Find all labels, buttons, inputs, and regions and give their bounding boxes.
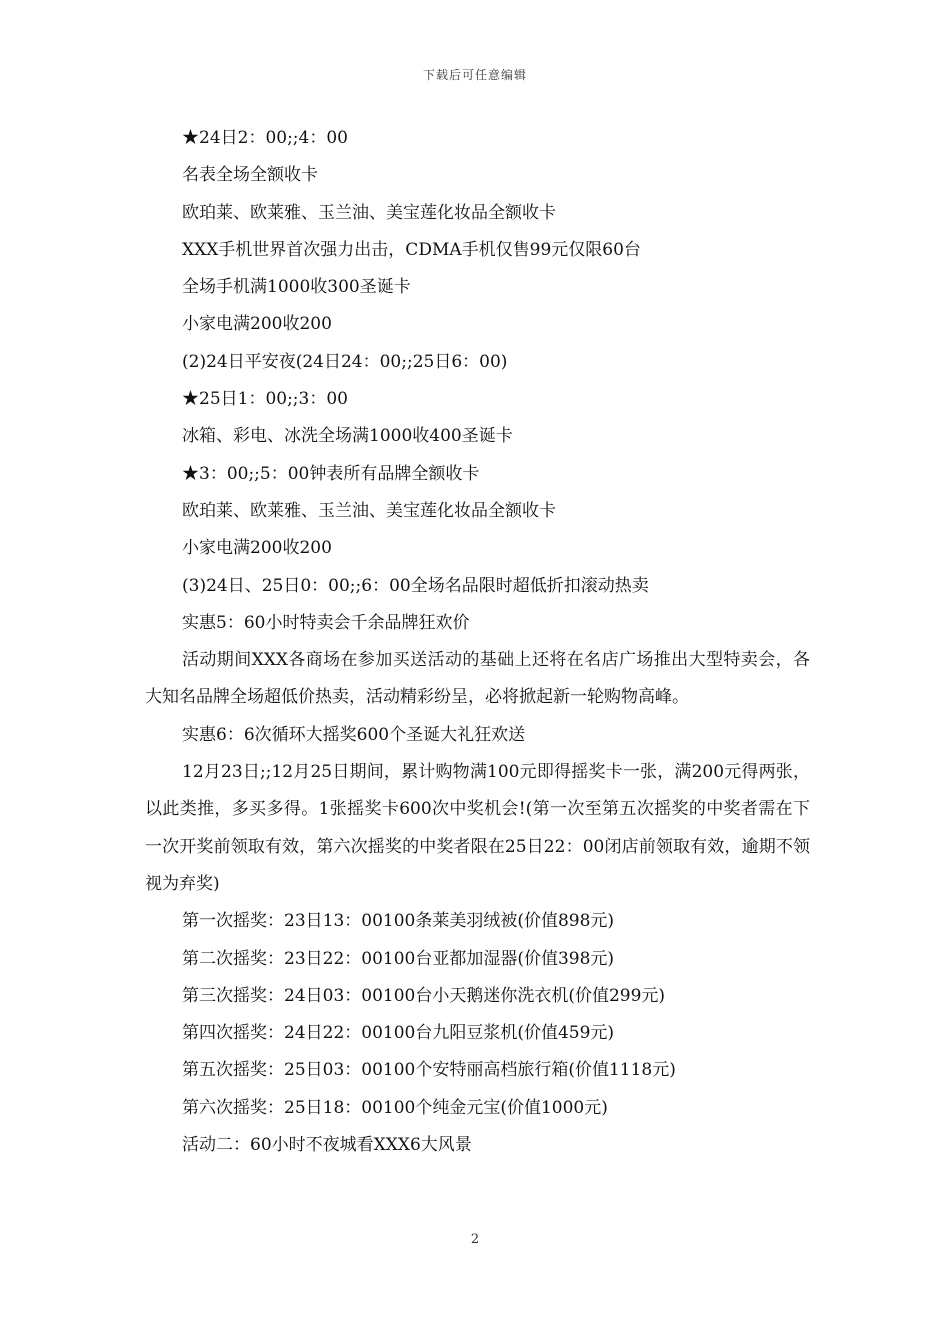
section-heading: 活动二：60小时不夜城看XXX6大风景 [182,1135,472,1156]
text-line: ★24日2：00;;4：00 [182,128,348,148]
draw-item: 第一次摇奖：23日13：00100条莱美羽绒被(价值898元) [182,911,615,932]
text-line: 冰箱、彩电、冰洗全场满1000收400圣诞卡 [182,426,513,447]
text-line: (3)24日、25日0：00;;6：00全场名品限时超低折扣滚动热卖 [182,575,649,596]
text-line: 欧珀莱、欧莱雅、玉兰油、美宝莲化妆品全额收卡 [182,500,556,521]
page-header: 下载后可任意编辑 [422,68,527,82]
text-line: 小家电满200收200 [182,538,332,559]
text-line: 小家电满200收200 [182,314,332,335]
text-line: (2)24日平安夜(24日24：00;;25日6：00) [182,351,508,372]
draw-item: 第四次摇奖：24日22：00100台九阳豆浆机(价值459元) [182,1023,615,1044]
text-line: ★3：00;;5：00钟表所有品牌全额收卡 [182,463,480,484]
draw-item: 第三次摇奖：24日03：00100台小天鹅迷你洗衣机(价值299元) [182,985,666,1006]
paragraph: 12月23日;;12月25日期间，累计购物满100元即得摇奖卡一张，满200元得两张，以此类推，多买多得。1张摇奖卡600次中奖机会!(第一次至第五次摇奖的中奖者需在下一次开奖前领取有效，第六次摇奖的中奖者限在25日22：00闭店前领取有效，逾期不领视为弃奖) [145,762,810,894]
draw-item: 第二次摇奖：23日22：00100台亚都加湿器(价值398元) [182,948,615,969]
text-line: ★25日1：00;;3：00 [182,389,348,410]
text-line: 欧珀莱、欧莱雅、玉兰油、美宝莲化妆品全额收卡 [182,202,556,223]
text-line: XXX手机世界首次强力出击，CDMA手机仅售99元仅限60台 [182,239,641,260]
section-heading: 实惠5：60小时特卖会千余品牌狂欢价 [182,612,470,633]
section-heading: 实惠6：6次循环大摇奖600个圣诞大礼狂欢送 [182,724,526,745]
draw-item: 第六次摇奖：25日18：00100个纯金元宝(价值1000元) [182,1097,608,1118]
text-line: 名表全场全额收卡 [182,165,318,186]
draw-item: 第五次摇奖：25日03：00100个安特丽高档旅行箱(价值1118元) [182,1060,676,1081]
paragraph: 活动期间XXX各商场在参加买送活动的基础上还将在名店广场推出大型特卖会，各大知名品牌全场超低价热卖，活动精彩纷呈，必将掀起新一轮购物高峰。 [145,650,810,708]
document-body [145,120,810,1164]
page-number: 2 [470,1232,480,1247]
text-line: 全场手机满1000收300圣诞卡 [182,277,411,298]
